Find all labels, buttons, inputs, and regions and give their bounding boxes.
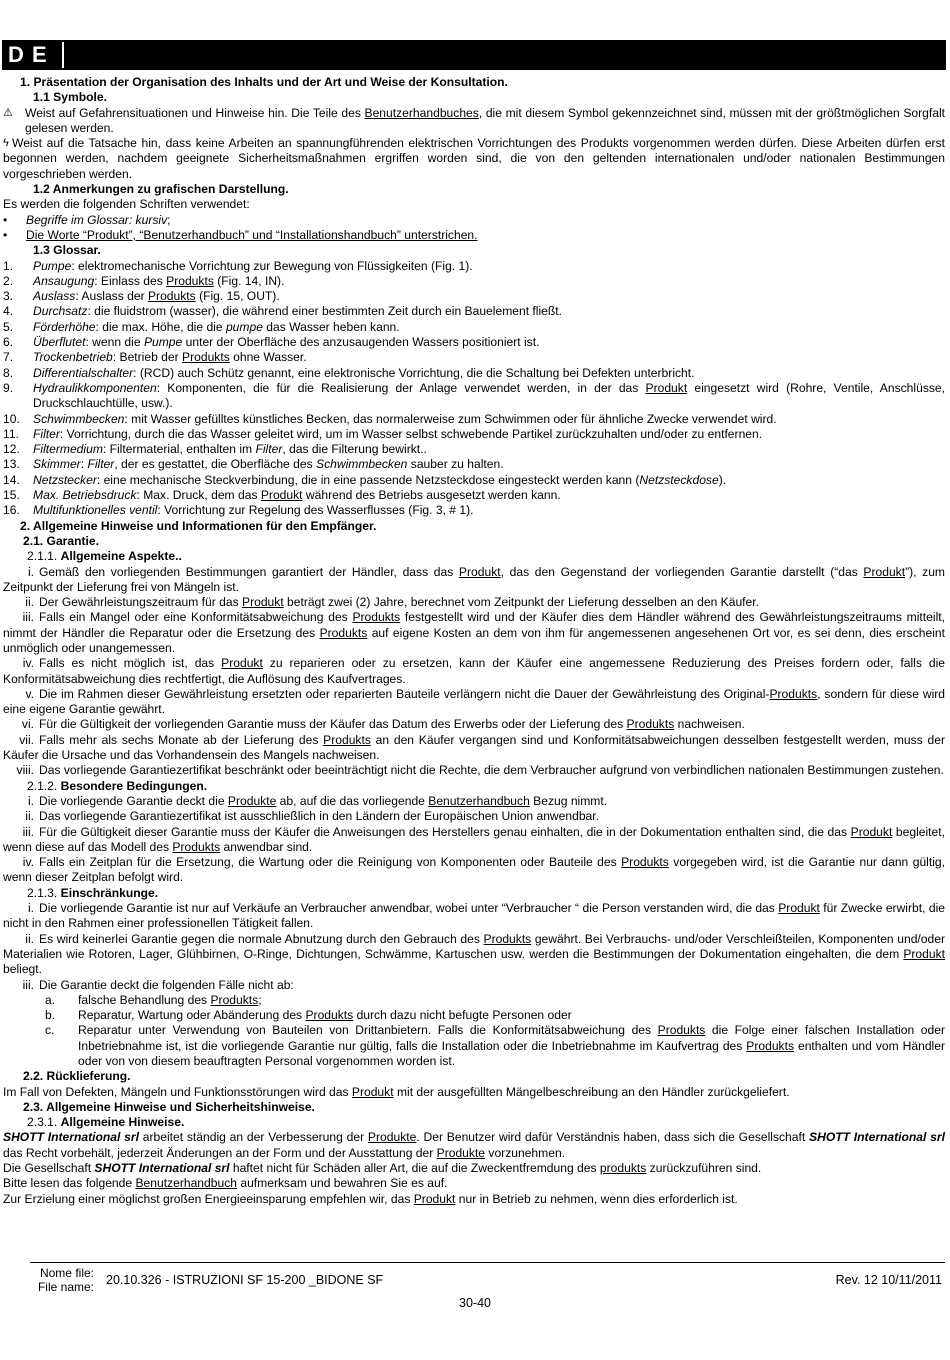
list-marker: 5.: [3, 319, 14, 334]
text-run: Differentialschalter: [33, 365, 134, 380]
text-run: : Filtermaterial, enthalten im: [102, 442, 256, 457]
text-run: : mit Wasser gefülltes künstliches Becken, das normalerweise zum Schwimmen oder für ähnliche Zwecke verwendet wird.: [124, 411, 777, 426]
list-text: [33, 289, 945, 304]
paragraph: [3, 1085, 945, 1100]
roman-marker: v.: [25, 686, 34, 701]
roman-list-item: [3, 733, 945, 764]
text-run: Produkts: [147, 289, 196, 304]
text-run: Im Fall von Defekten, Mängeln und Funktionsstörungen wird das: [3, 1084, 352, 1099]
text-run: Netzsteckdose: [639, 472, 719, 487]
text-run: Produkts: [657, 1023, 706, 1038]
text-run: Benutzerhandbuches: [364, 105, 479, 120]
text-run: : elektromechanische Vorrichtung zur Bewegung von Flüssigkeiten (Fig. 1).: [71, 258, 473, 273]
text-run: durch dazu nicht befugte Personen oder: [353, 1008, 572, 1023]
roman-marker: viii.: [16, 763, 34, 778]
glossary-item: [3, 412, 945, 427]
symbol-note: [3, 136, 945, 182]
text-run: Produkts: [352, 610, 401, 625]
text-run: Das vorliegende Garantiezertifikat ist ausschließlich in den Ländern der Europäischen Union anwendbar.: [39, 809, 599, 824]
text-run: Es werden die folgenden Schriften verwendet:: [3, 197, 250, 212]
subsection-title: Besondere Bedingungen.: [60, 778, 208, 793]
text-run: Bezug nimmt.: [529, 793, 608, 808]
text-run: Produkts: [319, 625, 368, 640]
list-marker: 11.: [3, 426, 19, 441]
text-run: sauber zu halten.: [407, 457, 504, 472]
text-run: Bitte lesen das folgende: [3, 1176, 136, 1191]
list-text: [33, 488, 945, 503]
subsection-heading: [3, 779, 945, 794]
text-run: Produkt: [850, 824, 893, 839]
list-text: [78, 993, 945, 1008]
subsection-number: 2.3.1.: [27, 1115, 58, 1130]
text-run: Produkts: [166, 273, 214, 288]
text-run: : eine mechanische Steckverbindung, die in eine passende Netzsteckdose eingesteckt werden kann (: [96, 472, 640, 487]
text-run: die Folge einer falschen Installation oder Inbetriebnahme ist, ist die vorliegende Garantie nur gültig, falls die Installation oder die Inbetriebnahme im Kaufvertrag des: [78, 1023, 946, 1053]
text-run: : Vorrichtung zur Regelung des Wasserflusses (Fig. 3, # 1).: [157, 503, 474, 518]
text-run: SHOTT International srl: [3, 1130, 139, 1145]
list-text: [78, 1023, 945, 1069]
roman-list-item: [3, 565, 945, 596]
text-run: nachweisen.: [674, 717, 745, 732]
text-run: Die Gesellschaft: [3, 1161, 95, 1176]
roman-marker: ii.: [25, 809, 34, 824]
list-marker: 7.: [3, 350, 14, 365]
list-marker: c.: [45, 1023, 55, 1038]
text-run: produkts: [599, 1161, 647, 1176]
section-heading: 2.1. Garantie.: [23, 533, 99, 548]
text-run: gewährt. Bei Verbrauchs- und/oder Verschleißteilen, Komponenten und/oder Materialien wie Rotoren, Lager, Glühbirnen, O-Ringe, Dichtungen, Schwämme, Kartuschen usw. werden die Bestimmungen der Dokumentation eingehalten, die dem: [3, 931, 945, 961]
list-marker: 10.: [3, 411, 20, 426]
bullet-item: [3, 213, 945, 228]
text-run: (Fig. 14, IN).: [213, 273, 285, 288]
glossary-item: [3, 366, 945, 381]
text-run: Pumpe: [33, 258, 72, 273]
text-run: Weist auf Gefahrensituationen und Hinweise hin. Die Teile des: [25, 105, 365, 120]
text-run: ;: [258, 992, 262, 1007]
text-run: : Vorrichtung, durch die das Wasser geleitet wird, um im Wasser selbst schwebende Partikel zurückzuhalten und/oder zu entfernen.: [59, 426, 763, 441]
paragraph: [3, 197, 945, 212]
text-run: Begriffe im Glossar: kursiv: [26, 212, 168, 227]
roman-marker: vii.: [19, 732, 34, 747]
paragraph: [3, 1192, 945, 1207]
roman-marker: vi.: [21, 717, 34, 732]
list-text: [33, 320, 945, 335]
roman-list-item: [3, 809, 945, 824]
text-run: mit der ausgefüllten Mängelbeschreibung an den Händler zurückgeliefert.: [393, 1084, 790, 1099]
section-heading: 1.3 Glossar.: [33, 243, 101, 258]
section-heading: 1.1 Symbole.: [33, 90, 107, 105]
text-run: . Der Benutzer wird dafür Verständnis haben, dass sich die Gesellschaft: [416, 1130, 810, 1145]
text-run: Produkts: [172, 839, 221, 854]
footer-labels: [30, 1266, 94, 1294]
roman-marker: ii.: [25, 931, 34, 946]
subsection-number: 2.1.1.: [27, 549, 58, 564]
text-run: Produkt: [351, 1084, 394, 1099]
roman-marker: i.: [27, 793, 34, 808]
text-run: : wenn die: [85, 335, 144, 350]
roman-marker: iv.: [22, 855, 34, 870]
text-run: Schwimmbecken: [316, 457, 408, 472]
list-text: [33, 442, 945, 457]
text-run: Filter: [33, 426, 60, 441]
text-run: : die fluidstrom (wasser), die während einer bestimmten Zeit durch ein Bauelement fließt.: [87, 304, 563, 319]
symbol-note: [3, 106, 945, 137]
text-run: Falls ein Mangel oder eine Konformitätsabweichung des: [39, 610, 353, 625]
text-run: Die vorliegende Garantie ist nur auf Verkäufe an Verbraucher anwendbar, wobei unter “Verbraucher “ die Person verstanden wird, die das: [39, 901, 779, 916]
text-run: arbeitet ständig an der Verbesserung der: [138, 1130, 368, 1145]
text-run: Reparatur unter Verwendung von Bauteilen von Drittanbietern. Falls die Konformitätsabweichung des: [78, 1023, 658, 1038]
text-run: Die im Rahmen dieser Gewährleistung ersetzten oder reparierten Bauteile verlängern nicht die Dauer der Gewährleistung des Original-: [39, 686, 770, 701]
list-text: [33, 473, 945, 488]
text-run: beträgt zwei (2) Jahre, berechnet vom Zeitpunkt der Lieferung desselben an den Käufer.: [283, 595, 759, 610]
text-run: Skimmer: [33, 457, 81, 472]
text-run: Produkts: [621, 855, 669, 870]
list-marker: 1.: [3, 258, 14, 273]
text-run: Überflutet: [33, 335, 86, 350]
alpha-list-item: [3, 1023, 945, 1069]
bullet-text: [26, 228, 478, 243]
text-run: : die max. Höhe, die die: [95, 319, 226, 334]
roman-list-item: [3, 595, 945, 610]
list-text: [33, 457, 945, 472]
text-run: unter der Oberfläche des anzusaugenden Wassers positioniert ist.: [182, 335, 540, 350]
text-run: Die vorliegende Garantie deckt die: [39, 793, 228, 808]
roman-list-item: [3, 656, 945, 687]
text-run: SHOTT International srl: [94, 1161, 230, 1176]
list-marker: 8.: [3, 365, 14, 380]
bullet-text: [26, 213, 171, 228]
text-run: Zur Erzielung einer möglichst großen Energieeinsparung empfehlen wir, das: [3, 1191, 414, 1206]
roman-list-item: [3, 610, 945, 656]
list-text: [33, 381, 945, 412]
text-run: auf eigene Kosten an dem von ihm für angemessenen angesehenen Ort vor, es sei denn, dies erscheint unmöglich oder unangemessen.: [3, 625, 945, 655]
list-marker: 9.: [3, 380, 14, 395]
glossary-item: [3, 320, 945, 335]
text-run: , sondern für diese wird eine eigene Garantie gewährt.: [3, 686, 946, 717]
subsection-title: Allgemeine Hinweise.: [60, 1115, 185, 1130]
glossary-item: [3, 503, 945, 518]
header-separator: [62, 42, 64, 68]
text-run: pumpe: [225, 319, 263, 334]
roman-list-item: [3, 932, 945, 978]
footer-filename: 20.10.326 - ISTRUZIONI SF 15-200 _BIDONE SF: [106, 1273, 384, 1287]
text-run: Ansaugung: [33, 273, 95, 288]
section-heading: 1.2 Anmerkungen zu grafischen Darstellung.: [33, 182, 289, 197]
footer-divider: [30, 1262, 945, 1263]
text-run: Produkt: [413, 1191, 456, 1206]
text-run: ab, auf die das vorliegende: [276, 793, 429, 808]
text-run: Filtermedium: [33, 442, 103, 457]
list-marker: 12.: [3, 442, 20, 457]
list-text: [33, 335, 945, 350]
paragraph: [3, 1161, 945, 1176]
roman-marker: ii.: [25, 595, 34, 610]
text-run: Max. Betriebsdruck: [33, 488, 137, 503]
roman-list-item: [3, 717, 945, 732]
text-run: : Komponenten, die für die Realisierung der Anlage verwendet werden, in der das: [156, 380, 646, 395]
list-marker: 16.: [3, 503, 20, 518]
text-run: Produkt: [863, 564, 906, 579]
text-run: Produkt: [645, 380, 688, 395]
roman-list-item: [3, 855, 945, 886]
text-run: Gemäß den vorliegenden Bestimmungen garantiert der Händler, dass das: [39, 564, 459, 579]
alpha-list-item: [3, 1008, 945, 1023]
list-marker: a.: [45, 992, 56, 1007]
text-run: Multifunktionelles ventil: [33, 503, 158, 518]
roman-marker: iv.: [22, 656, 34, 671]
text-run: Produkt: [458, 564, 501, 579]
text-run: vorgegeben wird, ist die Garantie nur dann gültig, wenn dieser Zeitplan befolgt wird.: [3, 855, 945, 885]
text-run: Benutzerhandbuch: [135, 1176, 237, 1191]
text-run: Produkts: [746, 1038, 795, 1053]
bullet-marker: •: [3, 212, 8, 227]
text-run: Produkt: [260, 488, 303, 503]
list-marker: 4.: [3, 304, 14, 319]
glossary-item: [3, 289, 945, 304]
roman-marker: iii.: [22, 824, 34, 839]
text-run: Produkts: [305, 1008, 354, 1023]
list-marker: 3.: [3, 289, 14, 304]
text-run: ohne Wasser.: [229, 350, 307, 365]
lightning-bolt-icon: ϟ: [3, 137, 9, 150]
section-heading: 2.3. Allgemeine Hinweise und Sicherheitshinweise.: [23, 1099, 315, 1114]
text-run: Auslass: [33, 289, 76, 304]
glossary-item: [3, 473, 945, 488]
text-run: Schwimmbecken: [33, 411, 125, 426]
glossary-item: [3, 442, 945, 457]
text-run: : Betrieb der: [112, 350, 183, 365]
text-run: Produkt: [778, 901, 820, 916]
glossary-item: [3, 488, 945, 503]
text-run: Falls mehr als sechs Monate ab der Lieferung des: [39, 732, 324, 747]
roman-marker: iii.: [22, 610, 34, 625]
list-marker: 14.: [3, 472, 20, 487]
glossary-item: [3, 335, 945, 350]
text-run: falsche Behandlung des: [78, 992, 211, 1007]
text-run: beliegt.: [3, 962, 42, 977]
text-run: , das die Filterung bewirkt..: [282, 442, 427, 457]
text-run: Das vorliegende Garantiezertifikat beschränkt oder beeinträchtigt nicht die Rechte, die dem Verbraucher aufgrund von verbindlichen nationalen Bestimmungen zustehen.: [39, 763, 944, 778]
text-run: Filter: [255, 442, 283, 457]
text-run: Falls es nicht möglich ist, das: [39, 656, 222, 671]
text-run: Produkt: [221, 656, 263, 671]
text-run: Die Garantie deckt die folgenden Fälle nicht ab:: [39, 977, 294, 992]
text-run: während des Betriebs ausgesetzt werden kann.: [302, 488, 561, 503]
footer-label-nome: Nome file:: [39, 1266, 94, 1280]
text-run: begleitet, wenn diese auf das Modell des: [3, 824, 945, 854]
list-marker: 13.: [3, 457, 20, 472]
glossary-item: [3, 304, 945, 319]
text-run: vorzunehmen.: [485, 1145, 566, 1160]
list-text: [33, 427, 945, 442]
text-run: Produkt: [242, 595, 284, 610]
subsection-heading: [3, 886, 945, 901]
text-run: Produkts: [323, 732, 371, 747]
text-run: : Auslass der: [75, 289, 148, 304]
bullet-item: [3, 228, 945, 243]
text-run: : Max. Druck, dem das: [136, 488, 261, 503]
paragraph: [3, 1130, 945, 1161]
glossary-item: [3, 427, 945, 442]
text-run: (Fig. 15, OUT).: [195, 289, 280, 304]
list-text: [33, 304, 945, 319]
text-run: Netzstecker: [33, 472, 97, 487]
list-marker: b.: [45, 1008, 56, 1023]
text-run: Produkte: [227, 793, 277, 808]
symbol-text: [25, 106, 945, 137]
text-run: Für die Gültigkeit der vorliegenden Garantie muss der Käufer das Datum des Erwerbs oder der Lieferung des: [39, 717, 627, 732]
text-run: Produkte: [367, 1130, 417, 1145]
text-run: Reparatur, Wartung oder Abänderung des: [78, 1008, 306, 1023]
list-text: [33, 503, 945, 518]
text-run: nur in Betrieb zu nehmen, wenn dies erforderlich ist.: [455, 1191, 738, 1206]
text-run: :: [80, 457, 88, 472]
text-run: Weist auf die Tatsache hin, dass keine Arbeiten an spannungführenden elektrischen Vorrichtungen des Produkts vorgenommen werden dürfen. Diese Arbeiten dürfen erst begonnen werden, nachdem geeignete Sicherheitsmaßnahmen ergriffen worden sind, die von den geltenden internationalen und/oder nationalen Bestimmungen vorgeschrieben werden.: [3, 136, 945, 181]
section-heading: 2.2. Rücklieferung.: [23, 1069, 131, 1084]
text-run: haftet nicht für Schäden aller Art, die auf die Zweckentfremdung des: [229, 1161, 600, 1176]
list-text: [78, 1008, 945, 1023]
roman-list-item: [3, 763, 945, 778]
paragraph: [3, 1176, 945, 1191]
glossary-item: [3, 457, 945, 472]
bullet-marker: •: [3, 227, 8, 242]
text-run: ;: [167, 212, 171, 227]
text-run: , der es gestattet, die Oberfläche des: [114, 457, 316, 472]
text-run: : Einlass des: [94, 273, 167, 288]
subsection-number: 2.1.3.: [27, 885, 58, 900]
text-run: Produkts: [769, 686, 818, 701]
list-marker: 2.: [3, 273, 14, 288]
roman-list-item: [3, 687, 945, 718]
text-run: Förderhöhe: [33, 319, 96, 334]
footer-label-name: File name:: [37, 1280, 94, 1294]
text-run: Produkte: [436, 1145, 486, 1160]
text-run: Hydraulikkomponenten: [33, 380, 157, 395]
list-text: [33, 412, 945, 427]
text-run: das Wasser heben kann.: [262, 319, 400, 334]
glossary-item: [3, 381, 945, 412]
footer-revision: Rev. 12 10/11/2011: [835, 1273, 942, 1287]
text-run: Durchsatz: [33, 304, 88, 319]
language-code: D E: [8, 42, 62, 68]
text-run: Falls ein Zeitplan für die Ersetzung, die Wartung oder die Reinigung von Komponenten oder Bauteile des: [39, 855, 622, 870]
subsection-title: Einschränkunge.: [60, 885, 159, 900]
text-run: Die Worte “Produkt”, “Benutzerhandbuch” und “Installationshandbuch” unterstrichen.: [26, 227, 478, 242]
text-run: Produkts: [182, 350, 230, 365]
text-run: eingesetzt wird (Rohre, Ventile, Anschlüsse, Druckschlauchtülle, usw.).: [33, 380, 945, 411]
roman-list-item: [3, 978, 945, 993]
list-text: [33, 274, 945, 289]
roman-list-item: [3, 825, 945, 856]
text-run: Produkts: [210, 992, 259, 1007]
text-run: Der Gewährleistungszeitraum für das: [39, 595, 242, 610]
page-number: 30-40: [459, 1296, 491, 1310]
text-run: Pumpe: [143, 335, 183, 350]
text-run: festgestellt wird und der Käufer dies dem Händler während des Gewährleistungszeitraums mitteilt, nimmt der Händler die Reparatur oder die Ersetzung des: [3, 610, 945, 640]
text-run: , die mit diesem Symbol gekennzeichnet sind, müssen mit der größtmöglichen Sorgfalt gelesen werden.: [25, 105, 945, 135]
glossary-item: [3, 350, 945, 365]
text-run: Benutzerhandbuch: [428, 793, 530, 808]
subsection-heading: [3, 549, 945, 564]
warning-triangle-icon: ⚠: [3, 106, 13, 119]
glossary-item: [3, 274, 945, 289]
section-heading: 2. Allgemeine Hinweise und Informationen für den Empfänger.: [20, 518, 377, 533]
text-run: zu reparieren oder zu ersetzen, kann der Käufer eine angemessene Reduzierung des Preises fordern oder, falls die Konformitätsabweichung dies rechtfertigt, die Auflösung des Kaufvertrages.: [3, 656, 945, 686]
text-run: Produkts: [626, 717, 675, 732]
text-run: SHOTT International srl: [809, 1130, 945, 1145]
text-run: für Zwecke erwirbt, die nicht in den Rahmen einer professionellen Tätigkeit fallen.: [3, 901, 945, 931]
roman-marker: i.: [27, 564, 34, 579]
roman-list-item: [3, 794, 945, 809]
text-run: das Recht vorbehält, jederzeit Änderungen an der Form und der Ausstattung der: [3, 1145, 437, 1160]
subsection-number: 2.1.2.: [27, 778, 58, 793]
text-run: aufmerksam und bewahren Sie es auf.: [237, 1176, 448, 1191]
text-run: ”), zum Zeitpunkt der Lieferung frei von Mängeln ist.: [3, 564, 946, 594]
text-run: Produkts: [483, 931, 532, 946]
subsection-heading: [3, 1115, 945, 1130]
list-marker: 6.: [3, 335, 14, 350]
list-text: [33, 366, 945, 381]
text-run: Produkt: [903, 946, 945, 961]
section-heading: 1. Präsentation der Organisation des Inhalts und der Art und Weise der Konsultation.: [20, 75, 508, 89]
text-run: enthalten und vom Händler oder von von diesem beauftragten Personal vorgenommen worden ist.: [78, 1038, 945, 1068]
text-run: Für die Gültigkeit dieser Garantie muss der Käufer die Anweisungen des Herstellers genau einhalten, die in der Dokumentation enthalten sind, die das: [39, 824, 851, 839]
list-marker: 15.: [3, 488, 20, 503]
list-text: [33, 350, 945, 365]
language-header-bar: [2, 40, 946, 70]
text-run: anwendbar sind.: [220, 839, 313, 854]
roman-list-item: [3, 901, 945, 932]
text-run: zurückzuführen sind.: [646, 1161, 762, 1176]
text-run: , das den Gegenstand der vorliegenden Garantie darstellt (“das: [500, 564, 864, 579]
alpha-list-item: [3, 993, 945, 1008]
text-run: an den Käufer vergangen sind und Konformitätsabweichungen desselben festgestellt werden, muss der Käufer die Ursache und das Vorhandensein des Mangels nachweisen.: [3, 732, 945, 763]
glossary-item: [3, 259, 945, 274]
text-run: ).: [718, 472, 727, 487]
roman-marker: iii.: [22, 977, 34, 992]
subsection-title: Allgemeine Aspekte..: [60, 549, 182, 564]
text-run: Filter: [87, 457, 115, 472]
text-run: Es wird keinerlei Garantie gegen die normale Abnutzung durch den Gebrauch des: [39, 931, 484, 946]
text-run: Trockenbetrieb: [33, 350, 113, 365]
list-text: [33, 259, 945, 274]
roman-marker: i.: [27, 901, 34, 916]
text-run: : (RCD) auch Schütz genannt, eine elektronische Vorrichtung, die die Schaltung bei Defekten unterbricht.: [133, 365, 695, 380]
document-body: [3, 75, 945, 1207]
